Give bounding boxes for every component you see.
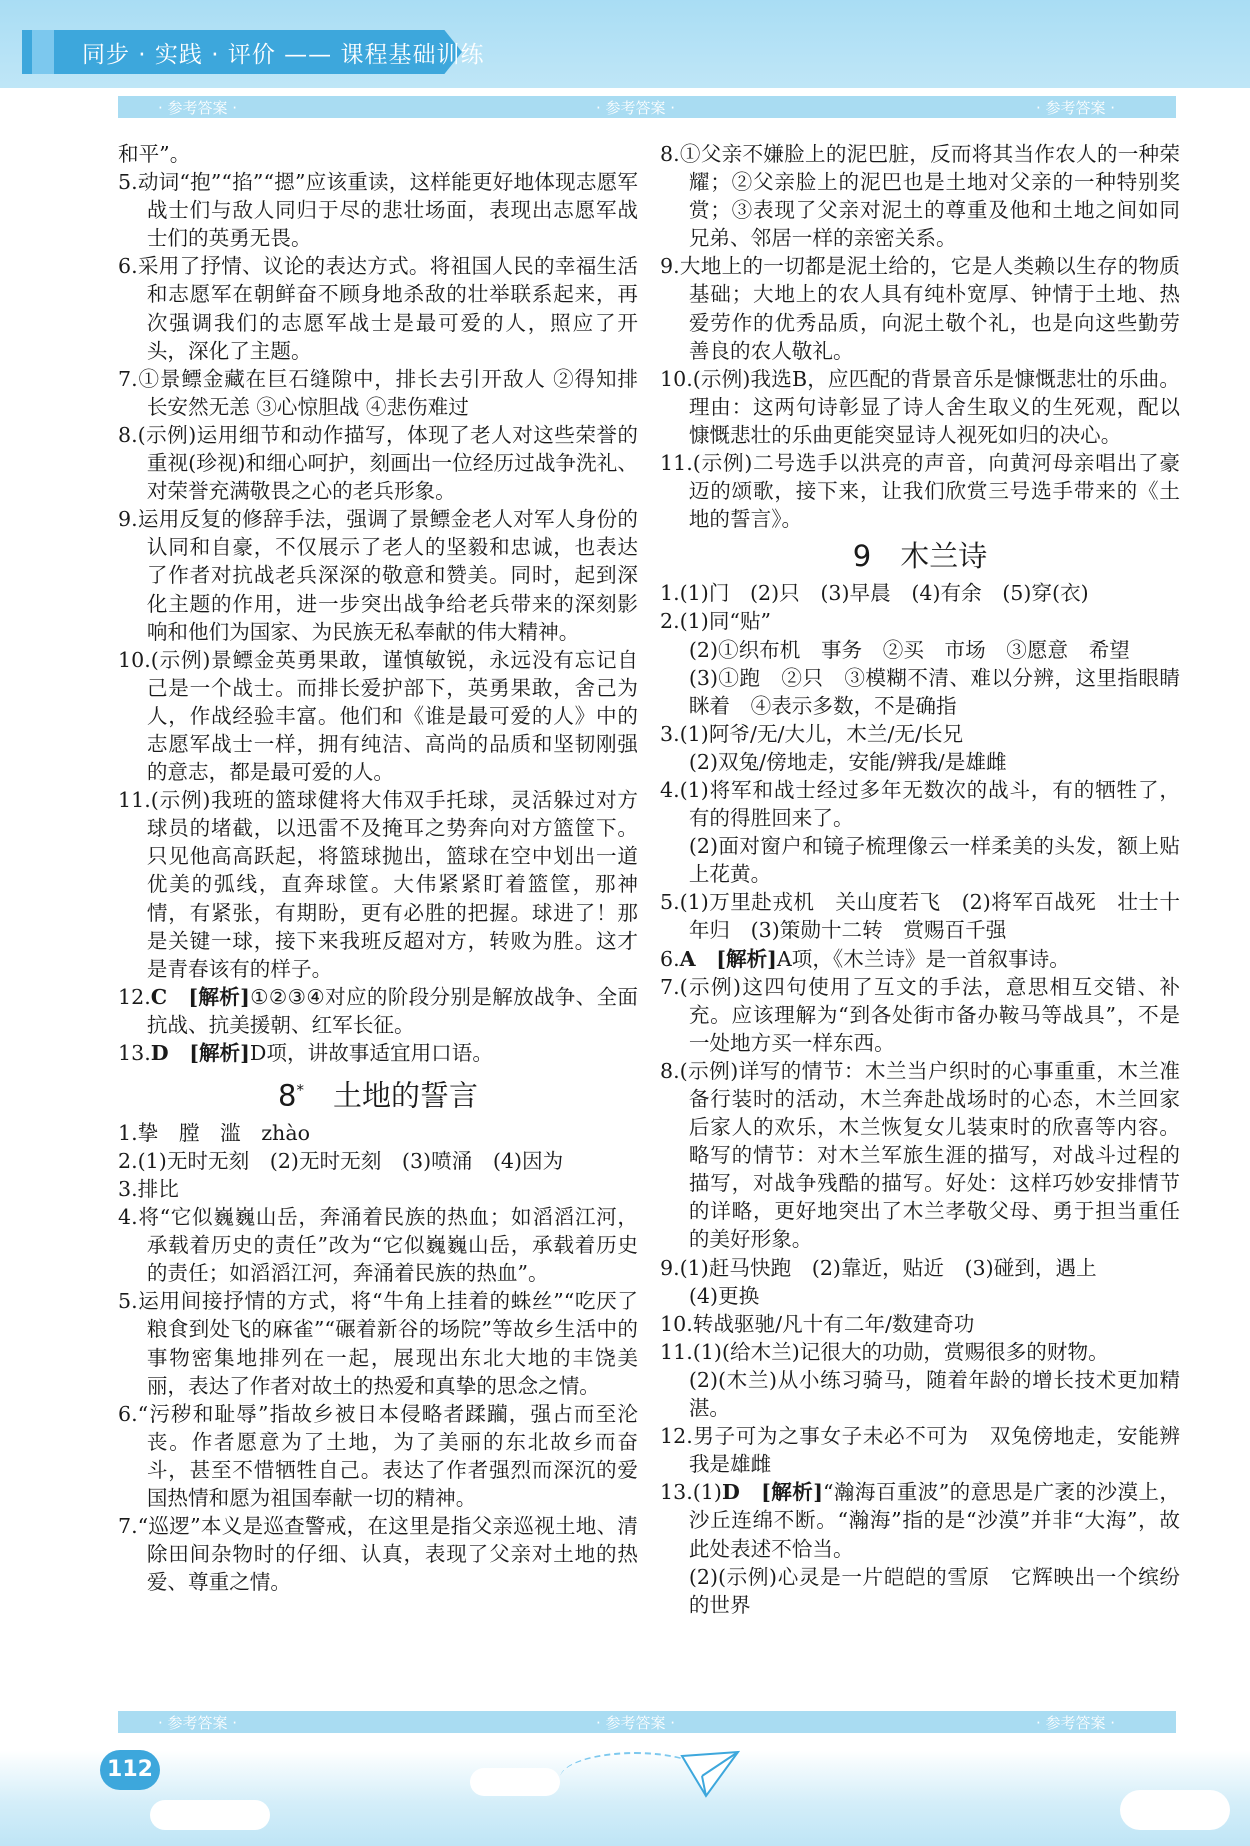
header-stripe (32, 30, 54, 74)
lesson-heading: 9 木兰诗 (852, 539, 988, 574)
analysis-text: “瀚海百重波”的意思是广袤的沙漠上，沙丘连绵不断。“瀚海”指的是“沙漠”并非“大海”，故此处表述不恰当。 (688, 1480, 1180, 1561)
answer-item: 6.“污秽和耻辱”指故乡被日本侵略者蹂躏，强占而至沦丧。作者愿意为了土地，为了美丽的东北故乡而奋斗，甚至不惜牺牲自己。表达了作者强烈而深沉的爱国热情和愿为祖国奉献一切的精神。 (118, 1401, 638, 1510)
answer-item: 5.(1)万里赴戎机 关山度若飞 (2)将军百战死 壮士十年归 (3)策勋十二转 赏赐百千强 (660, 890, 1180, 943)
answer-item: 7.“巡逻”本义是巡查警戒，在这里是指父亲巡视土地、清除田间杂物时的仔细、认真，表现了父亲对土地的热爱、尊重之情。 (118, 1514, 638, 1595)
answer-item: 5.运用间接抒情的方式，将“牛角上挂着的蛛丝”“吃厌了粮食到处飞的麻雀”“碾着新谷的场院”等故乡生活中的事物密集地排列在一起，展现出东北大地的丰饶美丽，表达了作者对故土的热爱和真挚的思念之情。 (118, 1289, 638, 1398)
analysis-tag: [解析] (761, 1480, 823, 1505)
answer-item: 8.①父亲不嫌脸上的泥巴脏，反而将其当作农人的一种荣耀；②父亲脸上的泥巴也是土地对父亲的一种特别奖赏；③表现了父亲对泥土的尊重及他和土地之间如同兄弟、邻居一样的亲密关系。 (660, 142, 1180, 251)
analysis-text: A项，《木兰诗》是一首叙事诗。 (776, 946, 1070, 971)
lesson-heading (118, 1067, 638, 1119)
answer-item: 4.将“它似巍巍山岳，奔涌着民族的热血；如滔滔江河，承载着历史的责任”改为“它似巍巍山岳，承载着历史的责任；如滔滔江河，奔涌着民族的热血”。 (118, 1205, 638, 1286)
answer-item: 11.(示例)我班的篮球健将大伟双手托球，灵活躲过对方球员的堵截，以迅雷不及掩耳之势奔向对方篮筐下。只见他高高跃起，将篮球抛出，篮球在空中划出一道优美的弧线，直奔球筐。大伟紧紧盯着篮筐，那神情，有紧张，有期盼，更有必胜的把握。球进了！那是关键一球，接下来我班反超对方，转败为胜。这才是青春该有的样子。 (118, 788, 638, 981)
answer-item (118, 1039, 638, 1067)
answer-item: 10.(示例)景鳔金英勇果敢，谨慎敏锐，永远没有忘记自己是一个战士。而排长爱护部下，英勇果敢，舍己为人，作战经验丰富。他们和《谁是最可爱的人》中的志愿军战士一样，拥有纯洁、高尚的品质和坚韧刚强的意志，都是最可爱的人。 (118, 647, 638, 785)
answer-item (660, 1478, 1180, 1562)
cloud-icon (470, 1768, 560, 1796)
answer-subitem: (2)双兔/傍地走，安能/辨我/是雄雌 (688, 749, 1007, 774)
lesson-title: 土地的誓言 (332, 1078, 478, 1113)
answer-bar-label: · 参考答案 · (158, 1714, 238, 1732)
analysis-tag: [解析] (716, 946, 777, 971)
answer-item: 11.(示例)二号选手以洪亮的声音，向黄河母亲唱出了豪迈的颂歌，接下来，让我们欣赏三号选手带来的《土地的誓言》。 (660, 451, 1180, 532)
answer-item: 12.男子可为之事女子未必不可为 双兔傍地走，安能辨我是雄雌 (660, 1424, 1180, 1477)
answer-item: 和平”。 (118, 142, 191, 166)
answer-item: 5.动词“抱”“掐”“摁”应该重读，这样能更好地体现志愿军战士们与敌人同归于尽的悲壮场面，表现出志愿军战士们的英勇无畏。 (118, 170, 638, 251)
answer-item: 4.(1)将军和战士经过多年无数次的战斗，有的牺牲了，有的得胜回来了。 (660, 777, 1180, 831)
answer-subitem: (2)(示例)心灵是一片皑皑的雪原 它辉映出一个缤纷的世界 (688, 1564, 1180, 1617)
answer-item: 9.大地上的一切都是泥土给的，它是人类赖以生存的物质基础；大地上的农人具有纯朴宽厚、钟情于土地、热爱劳作的优秀品质，向泥土敬个礼，也是向这些勤劳善良的农人敬礼。 (660, 254, 1180, 363)
answer-item: 1.挚 膛 滥 zhào (118, 1120, 310, 1145)
answer-item: 2.(1)同“贴” (660, 609, 772, 634)
answer-item: 7.①景鳔金藏在巨石缝隙中，排长去引开敌人 ②得知排长安然无恙 ③心惊胆战 ④悲伤难过 (118, 366, 638, 419)
answer-bar-top (118, 96, 1176, 118)
item-number: 13. (118, 1041, 151, 1065)
answer-subitem: (2)①织布机 事务 ②买 市场 ③愿意 希望 (688, 637, 1130, 662)
answer-bar-bottom (118, 1711, 1176, 1733)
choice-answer: D (721, 1480, 740, 1505)
answer-item: 3.(1)阿爷/无/大儿，木兰/无/长兄 (660, 721, 964, 746)
lesson-star: * (296, 1081, 304, 1100)
answer-subitem: (4)更换 (688, 1283, 760, 1308)
answer-item: 11.(1)(给木兰)记很大的功勋，赏赐很多的财物。 (660, 1339, 1109, 1364)
answer-bar-label: · 参考答案 · (1036, 1714, 1116, 1732)
cloud-icon (150, 1800, 270, 1830)
choice-answer: C (150, 984, 168, 1009)
choice-answer: D (150, 1041, 169, 1065)
choice-answer: A (679, 946, 696, 971)
answer-subitem: (2)面对窗户和镜子梳理像云一样柔美的头发，额上贴上花黄。 (688, 834, 1180, 887)
item-number: 6. (660, 946, 680, 971)
page-header-title: 同步 · 实践 · 评价 —— 课程基础训练 (82, 42, 485, 68)
left-column (118, 140, 638, 1596)
answer-item: 6.采用了抒情、议论的表达方式。将祖国人民的幸福生活和志愿军在朝鲜奋不顾身地杀敌的壮举联系起来，再次强调我们的志愿军战士是最可爱的人，照应了开头，深化了主题。 (118, 254, 638, 363)
right-column (660, 140, 1180, 1619)
lesson-number: 8 (278, 1078, 297, 1113)
answer-bar-label: · 参考答案 · (1036, 99, 1116, 117)
answer-bar-label: · 参考答案 · (596, 1714, 676, 1732)
answer-item: 10.转战驱驰/凡十有二年/数建奇功 (660, 1311, 975, 1336)
answer-item: 7.(示例)这四句使用了互文的手法，意思相互交错、补充。应该理解为“到各处街市备办鞍马等战具”，不是一处地方买一样东西。 (660, 974, 1180, 1055)
answer-item: 8.(示例)详写的情节：木兰当户织时的心事重重，木兰准备行装时的活动，木兰奔赴战场时的心态，木兰回家后家人的欢乐，木兰恢复女儿装束时的欣喜等内容。略写的情节：对木兰军旅生涯的描写，对战斗过程的描写，对战争残酷的描写。好处：这样巧妙安排情节的详略，更好地突出了木兰孝敬父母、勇于担当重任的美好形象。 (660, 1058, 1180, 1252)
answer-item: 1.(1)门 (2)只 (3)早晨 (4)有余 (5)穿(衣) (660, 581, 1089, 606)
answer-item: 8.(示例)运用细节和动作描写，体现了老人对这些荣誉的重视(珍视)和细心呵护，刻画出一位经历过战争洗礼、对荣誉充满敬畏之心的老兵形象。 (118, 422, 638, 504)
page-number: 112 (100, 1750, 160, 1790)
answer-bar-label: · 参考答案 · (596, 99, 676, 117)
analysis-tag: [解析] (188, 984, 250, 1009)
analysis-text: D项，讲故事适宜用口语。 (249, 1041, 493, 1065)
answer-item: 9.运用反复的修辞手法，强调了景鳔金老人对军人身份的认同和自豪，不仅展示了老人的坚毅和忠诚，也表达了作者对抗战老兵深深的敬意和赞美。同时，起到深化主题的作用，进一步突出战争给老兵带来的深刻影响和他们为国家、为民族无私奉献的伟大精神。 (118, 507, 638, 644)
item-number: 13.(1) (660, 1480, 722, 1505)
cloud-icon (1120, 1790, 1230, 1830)
answer-item: 9.(1)赶马快跑 (2)靠近，贴近 (3)碰到，遇上 (660, 1255, 1097, 1280)
answer-item: 3.排比 (118, 1176, 179, 1201)
answer-subitem: (3)①跑 ②只 ③模糊不清、难以分辨，这里指眼睛眯着 ④表示多数，不是确指 (688, 665, 1180, 718)
answer-subitem: (2)(木兰)从小练习骑马，随着年龄的增长技术更加精湛。 (688, 1367, 1180, 1421)
item-number: 12. (118, 984, 151, 1009)
answer-item (118, 983, 638, 1039)
analysis-text: ①②③④对应的阶段分别是解放战争、全面抗战、抗美援朝、红军长征。 (146, 984, 638, 1037)
analysis-tag: [解析] (189, 1041, 250, 1065)
answer-item: 10.(示例)我选B，应匹配的背景音乐是慷慨悲壮的乐曲。理由：这两句诗彰显了诗人舍生取义的生死观，配以慷慨悲壮的乐曲更能突显诗人视死如归的决心。 (660, 366, 1180, 447)
answer-item (660, 945, 1180, 973)
paper-plane-icon (680, 1748, 740, 1800)
answer-item: 2.(1)无时无刻 (2)无时无刻 (3)喷涌 (4)因为 (118, 1148, 564, 1173)
answer-bar-label: · 参考答案 · (158, 99, 238, 117)
